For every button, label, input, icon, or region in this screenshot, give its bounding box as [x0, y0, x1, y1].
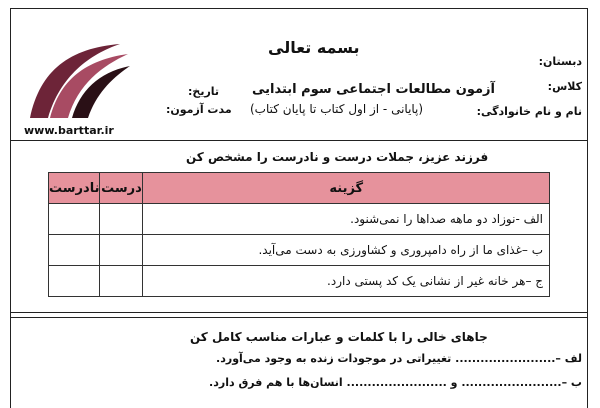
- table-header-row: [49, 173, 550, 204]
- header-option: گزینه: [143, 173, 550, 204]
- fill-blank-item-1: لف –........................ تغییراتی در موجودات زنده به وجود می‌آورد.: [216, 352, 582, 365]
- section1-instruction: فرزند عزیز، جملات درست و نادرست را مشخص کن: [186, 150, 489, 164]
- section2-instruction: جاهای خالی را با کلمات و عبارات مناسب کامل کن: [190, 330, 488, 344]
- correct-cell[interactable]: [100, 204, 143, 235]
- header-correct: درست: [100, 173, 143, 204]
- section-divider-1: [10, 312, 588, 313]
- true-false-table: [48, 172, 550, 297]
- exam-scope: (پایانی - از اول کتاب تا پایان کتاب): [250, 102, 424, 116]
- logo-url-text: www.barttar.ir: [24, 124, 114, 137]
- incorrect-cell[interactable]: [49, 266, 100, 297]
- date-label: تاریخ:: [188, 85, 220, 98]
- table-row: [49, 204, 550, 235]
- exam-title: آزمون مطالعات اجتماعی سوم ابتدایی: [252, 82, 495, 97]
- correct-cell[interactable]: [100, 266, 143, 297]
- incorrect-cell[interactable]: [49, 204, 100, 235]
- table-row: [49, 235, 550, 266]
- bismillah-heading: بسمه تعالی: [268, 38, 360, 57]
- class-label: کلاس:: [547, 80, 582, 93]
- option-text: الف -نوزاد دو ماهه صداها را نمی‌شنود.: [143, 204, 550, 235]
- option-text: ج –هر خانه غیر از نشانی یک کد پستی دارد.: [143, 266, 550, 297]
- section-divider-2: [10, 317, 588, 318]
- barttar-logo: [20, 40, 130, 120]
- name-label: نام و نام خانوادگی:: [476, 105, 582, 118]
- incorrect-cell[interactable]: [49, 235, 100, 266]
- header-incorrect: نادرست: [49, 173, 100, 204]
- header-divider: [10, 140, 588, 141]
- duration-label: مدت آزمون:: [166, 103, 232, 116]
- fill-blank-item-2: ب –........................ و ........................ انسان‌ها با هم فرق دارد.: [209, 376, 582, 389]
- school-label: دبستان:: [538, 55, 582, 68]
- correct-cell[interactable]: [100, 235, 143, 266]
- option-text: ب –غذای ما از راه دامپروری و کشاورزی به دست می‌آید.: [143, 235, 550, 266]
- table-row: [49, 266, 550, 297]
